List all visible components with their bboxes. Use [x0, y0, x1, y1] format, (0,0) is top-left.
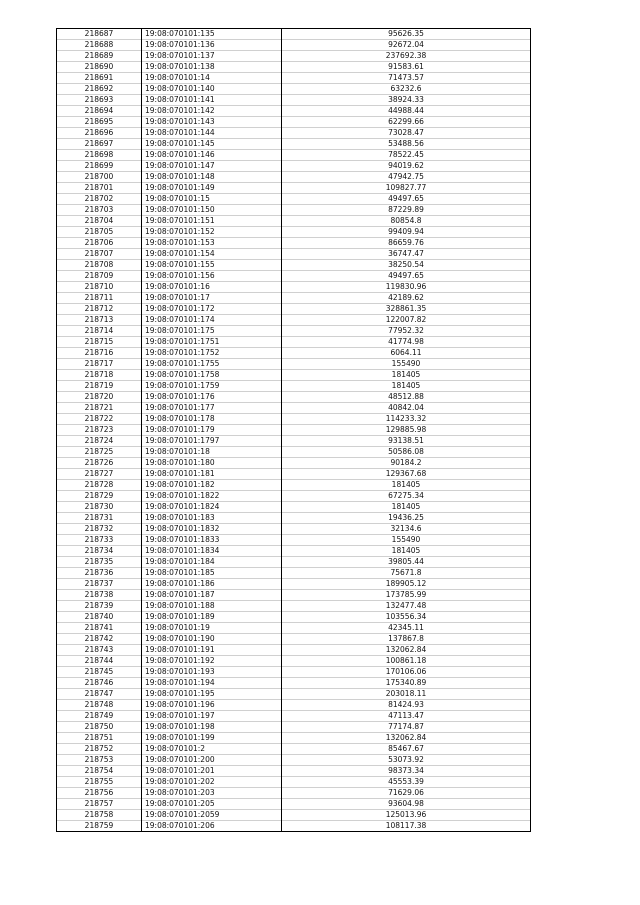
table-row	[57, 777, 531, 788]
table-row	[57, 491, 531, 502]
row-number-cell: 218699	[57, 161, 142, 172]
row-number-cell: 218728	[57, 480, 142, 491]
cadastral-number-cell: 19:08:070101:146	[142, 150, 282, 161]
value-cell: 95626.35	[282, 29, 531, 40]
cadastral-number-cell: 19:08:070101:198	[142, 722, 282, 733]
cadastral-number-cell: 19:08:070101:174	[142, 315, 282, 326]
value-cell: 109827.77	[282, 183, 531, 194]
cadastral-number-cell: 19:08:070101:185	[142, 568, 282, 579]
row-number-cell: 218758	[57, 810, 142, 821]
cadastral-number-cell: 19:08:070101:144	[142, 128, 282, 139]
value-cell: 67275.34	[282, 491, 531, 502]
cadastral-number-cell: 19:08:070101:172	[142, 304, 282, 315]
row-number-cell: 218711	[57, 293, 142, 304]
table-row	[57, 348, 531, 359]
table-row	[57, 502, 531, 513]
cadastral-number-cell: 19:08:070101:149	[142, 183, 282, 194]
value-cell: 91583.61	[282, 62, 531, 73]
table-row	[57, 183, 531, 194]
row-number-cell: 218739	[57, 601, 142, 612]
table-row	[57, 436, 531, 447]
cadastral-value-table	[56, 28, 531, 832]
value-cell: 181405	[282, 381, 531, 392]
table-row	[57, 293, 531, 304]
value-cell: 132062.84	[282, 733, 531, 744]
table-row	[57, 524, 531, 535]
cadastral-number-cell: 19:08:070101:183	[142, 513, 282, 524]
value-cell: 132062.84	[282, 645, 531, 656]
row-number-cell: 218703	[57, 205, 142, 216]
table-row	[57, 579, 531, 590]
row-number-cell: 218702	[57, 194, 142, 205]
value-cell: 81424.93	[282, 700, 531, 711]
cadastral-number-cell: 19:08:070101:140	[142, 84, 282, 95]
table-row	[57, 106, 531, 117]
table-row	[57, 370, 531, 381]
table-row	[57, 95, 531, 106]
value-cell: 328861.35	[282, 304, 531, 315]
table-row	[57, 744, 531, 755]
cadastral-number-cell: 19:08:070101:193	[142, 667, 282, 678]
row-number-cell: 218718	[57, 370, 142, 381]
value-cell: 62299.66	[282, 117, 531, 128]
value-cell: 36747.47	[282, 249, 531, 260]
cadastral-number-cell: 19:08:070101:197	[142, 711, 282, 722]
row-number-cell: 218747	[57, 689, 142, 700]
row-number-cell: 218741	[57, 623, 142, 634]
cadastral-number-cell: 19:08:070101:192	[142, 656, 282, 667]
value-cell: 42189.62	[282, 293, 531, 304]
cadastral-number-cell: 19:08:070101:203	[142, 788, 282, 799]
row-number-cell: 218731	[57, 513, 142, 524]
cadastral-number-cell: 19:08:070101:1832	[142, 524, 282, 535]
cadastral-number-cell: 19:08:070101:1822	[142, 491, 282, 502]
row-number-cell: 218717	[57, 359, 142, 370]
cadastral-number-cell: 19:08:070101:154	[142, 249, 282, 260]
table-row	[57, 84, 531, 95]
row-number-cell: 218693	[57, 95, 142, 106]
value-cell: 19436.25	[282, 513, 531, 524]
table-row	[57, 700, 531, 711]
table-row	[57, 546, 531, 557]
cadastral-number-cell: 19:08:070101:1824	[142, 502, 282, 513]
table-row	[57, 755, 531, 766]
table-row	[57, 227, 531, 238]
row-number-cell: 218727	[57, 469, 142, 480]
row-number-cell: 218736	[57, 568, 142, 579]
cadastral-number-cell: 19:08:070101:181	[142, 469, 282, 480]
table-row	[57, 40, 531, 51]
table-row	[57, 810, 531, 821]
value-cell: 92672.04	[282, 40, 531, 51]
row-number-cell: 218746	[57, 678, 142, 689]
value-cell: 47113.47	[282, 711, 531, 722]
value-cell: 50586.08	[282, 447, 531, 458]
table-row	[57, 282, 531, 293]
value-cell: 77174.87	[282, 722, 531, 733]
row-number-cell: 218719	[57, 381, 142, 392]
row-number-cell: 218733	[57, 535, 142, 546]
cadastral-number-cell: 19:08:070101:180	[142, 458, 282, 469]
table-row	[57, 788, 531, 799]
value-cell: 175340.89	[282, 678, 531, 689]
row-number-cell: 218745	[57, 667, 142, 678]
table-row	[57, 194, 531, 205]
table-row	[57, 557, 531, 568]
cadastral-number-cell: 19:08:070101:151	[142, 216, 282, 227]
value-cell: 119830.96	[282, 282, 531, 293]
cadastral-number-cell: 19:08:070101:14	[142, 73, 282, 84]
table-row	[57, 392, 531, 403]
table-row	[57, 601, 531, 612]
row-number-cell: 218735	[57, 557, 142, 568]
table-row	[57, 469, 531, 480]
cadastral-number-cell: 19:08:070101:184	[142, 557, 282, 568]
value-cell: 181405	[282, 546, 531, 557]
table-row	[57, 359, 531, 370]
row-number-cell: 218708	[57, 260, 142, 271]
row-number-cell: 218710	[57, 282, 142, 293]
cadastral-number-cell: 19:08:070101:2059	[142, 810, 282, 821]
value-cell: 38250.54	[282, 260, 531, 271]
value-cell: 181405	[282, 370, 531, 381]
cadastral-number-cell: 19:08:070101:201	[142, 766, 282, 777]
value-cell: 41774.98	[282, 337, 531, 348]
table-row	[57, 612, 531, 623]
value-cell: 71629.06	[282, 788, 531, 799]
value-cell: 114233.32	[282, 414, 531, 425]
value-cell: 38924.33	[282, 95, 531, 106]
row-number-cell: 218722	[57, 414, 142, 425]
value-cell: 87229.89	[282, 205, 531, 216]
table-row	[57, 315, 531, 326]
row-number-cell: 218707	[57, 249, 142, 260]
row-number-cell: 218712	[57, 304, 142, 315]
cadastral-number-cell: 19:08:070101:16	[142, 282, 282, 293]
table-row	[57, 535, 531, 546]
row-number-cell: 218706	[57, 238, 142, 249]
row-number-cell: 218695	[57, 117, 142, 128]
row-number-cell: 218716	[57, 348, 142, 359]
cadastral-number-cell: 19:08:070101:176	[142, 392, 282, 403]
table-row	[57, 458, 531, 469]
row-number-cell: 218689	[57, 51, 142, 62]
value-cell: 40842.04	[282, 403, 531, 414]
row-number-cell: 218754	[57, 766, 142, 777]
value-cell: 98373.34	[282, 766, 531, 777]
row-number-cell: 218697	[57, 139, 142, 150]
value-cell: 155490	[282, 535, 531, 546]
value-cell: 137867.8	[282, 634, 531, 645]
cadastral-number-cell: 19:08:070101:179	[142, 425, 282, 436]
cadastral-number-cell: 19:08:070101:205	[142, 799, 282, 810]
cadastral-number-cell: 19:08:070101:189	[142, 612, 282, 623]
cadastral-number-cell: 19:08:070101:178	[142, 414, 282, 425]
cadastral-number-cell: 19:08:070101:1759	[142, 381, 282, 392]
value-cell: 129367.68	[282, 469, 531, 480]
table-row	[57, 711, 531, 722]
cadastral-number-cell: 19:08:070101:152	[142, 227, 282, 238]
table-row	[57, 73, 531, 84]
cadastral-number-cell: 19:08:070101:1833	[142, 535, 282, 546]
row-number-cell: 218742	[57, 634, 142, 645]
table-row	[57, 326, 531, 337]
cadastral-number-cell: 19:08:070101:177	[142, 403, 282, 414]
row-number-cell: 218690	[57, 62, 142, 73]
row-number-cell: 218732	[57, 524, 142, 535]
row-number-cell: 218725	[57, 447, 142, 458]
value-cell: 132477.48	[282, 601, 531, 612]
table-row	[57, 678, 531, 689]
row-number-cell: 218715	[57, 337, 142, 348]
table-row	[57, 634, 531, 645]
value-cell: 189905.12	[282, 579, 531, 590]
row-number-cell: 218743	[57, 645, 142, 656]
cadastral-number-cell: 19:08:070101:143	[142, 117, 282, 128]
value-cell: 53488.56	[282, 139, 531, 150]
value-cell: 42345.11	[282, 623, 531, 634]
table-row	[57, 447, 531, 458]
value-cell: 100861.18	[282, 656, 531, 667]
table-row	[57, 414, 531, 425]
table-row	[57, 381, 531, 392]
value-cell: 203018.11	[282, 689, 531, 700]
table-row	[57, 271, 531, 282]
value-cell: 181405	[282, 502, 531, 513]
table-row	[57, 249, 531, 260]
table-body	[57, 29, 531, 832]
row-number-cell: 218749	[57, 711, 142, 722]
value-cell: 77952.32	[282, 326, 531, 337]
cadastral-number-cell: 19:08:070101:194	[142, 678, 282, 689]
cadastral-number-cell: 19:08:070101:1752	[142, 348, 282, 359]
value-cell: 86659.76	[282, 238, 531, 249]
table-row	[57, 117, 531, 128]
value-cell: 125013.96	[282, 810, 531, 821]
value-cell: 237692.38	[282, 51, 531, 62]
cadastral-number-cell: 19:08:070101:15	[142, 194, 282, 205]
cadastral-number-cell: 19:08:070101:1834	[142, 546, 282, 557]
table-row	[57, 205, 531, 216]
value-cell: 44988.44	[282, 106, 531, 117]
value-cell: 170106.06	[282, 667, 531, 678]
value-cell: 93138.51	[282, 436, 531, 447]
cadastral-number-cell: 19:08:070101:1755	[142, 359, 282, 370]
table-row	[57, 766, 531, 777]
row-number-cell: 218721	[57, 403, 142, 414]
table-row	[57, 161, 531, 172]
table-row	[57, 238, 531, 249]
value-cell: 122007.82	[282, 315, 531, 326]
cadastral-number-cell: 19:08:070101:142	[142, 106, 282, 117]
cadastral-number-cell: 19:08:070101:186	[142, 579, 282, 590]
value-cell: 32134.6	[282, 524, 531, 535]
row-number-cell: 218701	[57, 183, 142, 194]
row-number-cell: 218755	[57, 777, 142, 788]
cadastral-number-cell: 19:08:070101:187	[142, 590, 282, 601]
value-cell: 155490	[282, 359, 531, 370]
row-number-cell: 218723	[57, 425, 142, 436]
value-cell: 48512.88	[282, 392, 531, 403]
row-number-cell: 218734	[57, 546, 142, 557]
table-row	[57, 172, 531, 183]
cadastral-number-cell: 19:08:070101:202	[142, 777, 282, 788]
value-cell: 49497.65	[282, 271, 531, 282]
cadastral-number-cell: 19:08:070101:190	[142, 634, 282, 645]
cadastral-number-cell: 19:08:070101:188	[142, 601, 282, 612]
row-number-cell: 218759	[57, 821, 142, 832]
cadastral-number-cell: 19:08:070101:175	[142, 326, 282, 337]
table-row	[57, 480, 531, 491]
value-cell: 6064.11	[282, 348, 531, 359]
row-number-cell: 218705	[57, 227, 142, 238]
row-number-cell: 218753	[57, 755, 142, 766]
row-number-cell: 218729	[57, 491, 142, 502]
row-number-cell: 218700	[57, 172, 142, 183]
cadastral-number-cell: 19:08:070101:18	[142, 447, 282, 458]
table-row	[57, 150, 531, 161]
row-number-cell: 218738	[57, 590, 142, 601]
cadastral-number-cell: 19:08:070101:182	[142, 480, 282, 491]
row-number-cell: 218737	[57, 579, 142, 590]
row-number-cell: 218757	[57, 799, 142, 810]
cadastral-number-cell: 19:08:070101:206	[142, 821, 282, 832]
cadastral-number-cell: 19:08:070101:199	[142, 733, 282, 744]
value-cell: 93604.98	[282, 799, 531, 810]
table-row	[57, 337, 531, 348]
table-row	[57, 689, 531, 700]
value-cell: 63232.6	[282, 84, 531, 95]
value-cell: 108117.38	[282, 821, 531, 832]
row-number-cell: 218726	[57, 458, 142, 469]
cadastral-number-cell: 19:08:070101:135	[142, 29, 282, 40]
value-cell: 53073.92	[282, 755, 531, 766]
row-number-cell: 218698	[57, 150, 142, 161]
value-cell: 73028.47	[282, 128, 531, 139]
cadastral-number-cell: 19:08:070101:155	[142, 260, 282, 271]
value-cell: 47942.75	[282, 172, 531, 183]
table-row	[57, 29, 531, 40]
value-cell: 45553.39	[282, 777, 531, 788]
row-number-cell: 218688	[57, 40, 142, 51]
cadastral-number-cell: 19:08:070101:191	[142, 645, 282, 656]
table-row	[57, 590, 531, 601]
value-cell: 71473.57	[282, 73, 531, 84]
cadastral-number-cell: 19:08:070101:147	[142, 161, 282, 172]
row-number-cell: 218694	[57, 106, 142, 117]
cadastral-number-cell: 19:08:070101:136	[142, 40, 282, 51]
table-row	[57, 623, 531, 634]
cadastral-number-cell: 19:08:070101:148	[142, 172, 282, 183]
row-number-cell: 218740	[57, 612, 142, 623]
row-number-cell: 218709	[57, 271, 142, 282]
cadastral-number-cell: 19:08:070101:2	[142, 744, 282, 755]
row-number-cell: 218704	[57, 216, 142, 227]
row-number-cell: 218752	[57, 744, 142, 755]
table-row	[57, 425, 531, 436]
value-cell: 80854.8	[282, 216, 531, 227]
table-row	[57, 128, 531, 139]
value-cell: 75671.8	[282, 568, 531, 579]
cadastral-number-cell: 19:08:070101:1758	[142, 370, 282, 381]
row-number-cell: 218724	[57, 436, 142, 447]
row-number-cell: 218756	[57, 788, 142, 799]
row-number-cell: 218687	[57, 29, 142, 40]
value-cell: 49497.65	[282, 194, 531, 205]
row-number-cell: 218696	[57, 128, 142, 139]
table-row	[57, 139, 531, 150]
cadastral-number-cell: 19:08:070101:138	[142, 62, 282, 73]
cadastral-number-cell: 19:08:070101:1751	[142, 337, 282, 348]
value-cell: 99409.94	[282, 227, 531, 238]
cadastral-number-cell: 19:08:070101:156	[142, 271, 282, 282]
value-cell: 173785.99	[282, 590, 531, 601]
value-cell: 94019.62	[282, 161, 531, 172]
cadastral-number-cell: 19:08:070101:153	[142, 238, 282, 249]
table-row	[57, 667, 531, 678]
cadastral-number-cell: 19:08:070101:137	[142, 51, 282, 62]
cadastral-number-cell: 19:08:070101:150	[142, 205, 282, 216]
cadastral-number-cell: 19:08:070101:145	[142, 139, 282, 150]
table-row	[57, 51, 531, 62]
cadastral-number-cell: 19:08:070101:1797	[142, 436, 282, 447]
table-row	[57, 568, 531, 579]
row-number-cell: 218691	[57, 73, 142, 84]
table-row	[57, 216, 531, 227]
row-number-cell: 218730	[57, 502, 142, 513]
row-number-cell: 218748	[57, 700, 142, 711]
cadastral-number-cell: 19:08:070101:195	[142, 689, 282, 700]
row-number-cell: 218751	[57, 733, 142, 744]
value-cell: 78522.45	[282, 150, 531, 161]
row-number-cell: 218692	[57, 84, 142, 95]
value-cell: 129885.98	[282, 425, 531, 436]
value-cell: 181405	[282, 480, 531, 491]
cadastral-number-cell: 19:08:070101:17	[142, 293, 282, 304]
table-row	[57, 645, 531, 656]
row-number-cell: 218720	[57, 392, 142, 403]
row-number-cell: 218713	[57, 315, 142, 326]
row-number-cell: 218744	[57, 656, 142, 667]
value-cell: 103556.34	[282, 612, 531, 623]
table-row	[57, 403, 531, 414]
cadastral-number-cell: 19:08:070101:19	[142, 623, 282, 634]
table-row	[57, 733, 531, 744]
table-row	[57, 656, 531, 667]
cadastral-number-cell: 19:08:070101:141	[142, 95, 282, 106]
row-number-cell: 218714	[57, 326, 142, 337]
table-row	[57, 722, 531, 733]
cadastral-number-cell: 19:08:070101:196	[142, 700, 282, 711]
row-number-cell: 218750	[57, 722, 142, 733]
table-row	[57, 821, 531, 832]
table-row	[57, 799, 531, 810]
value-cell: 85467.67	[282, 744, 531, 755]
table-row	[57, 513, 531, 524]
table-row	[57, 260, 531, 271]
cadastral-number-cell: 19:08:070101:200	[142, 755, 282, 766]
value-cell: 39805.44	[282, 557, 531, 568]
value-cell: 90184.2	[282, 458, 531, 469]
table-row	[57, 62, 531, 73]
table-row	[57, 304, 531, 315]
